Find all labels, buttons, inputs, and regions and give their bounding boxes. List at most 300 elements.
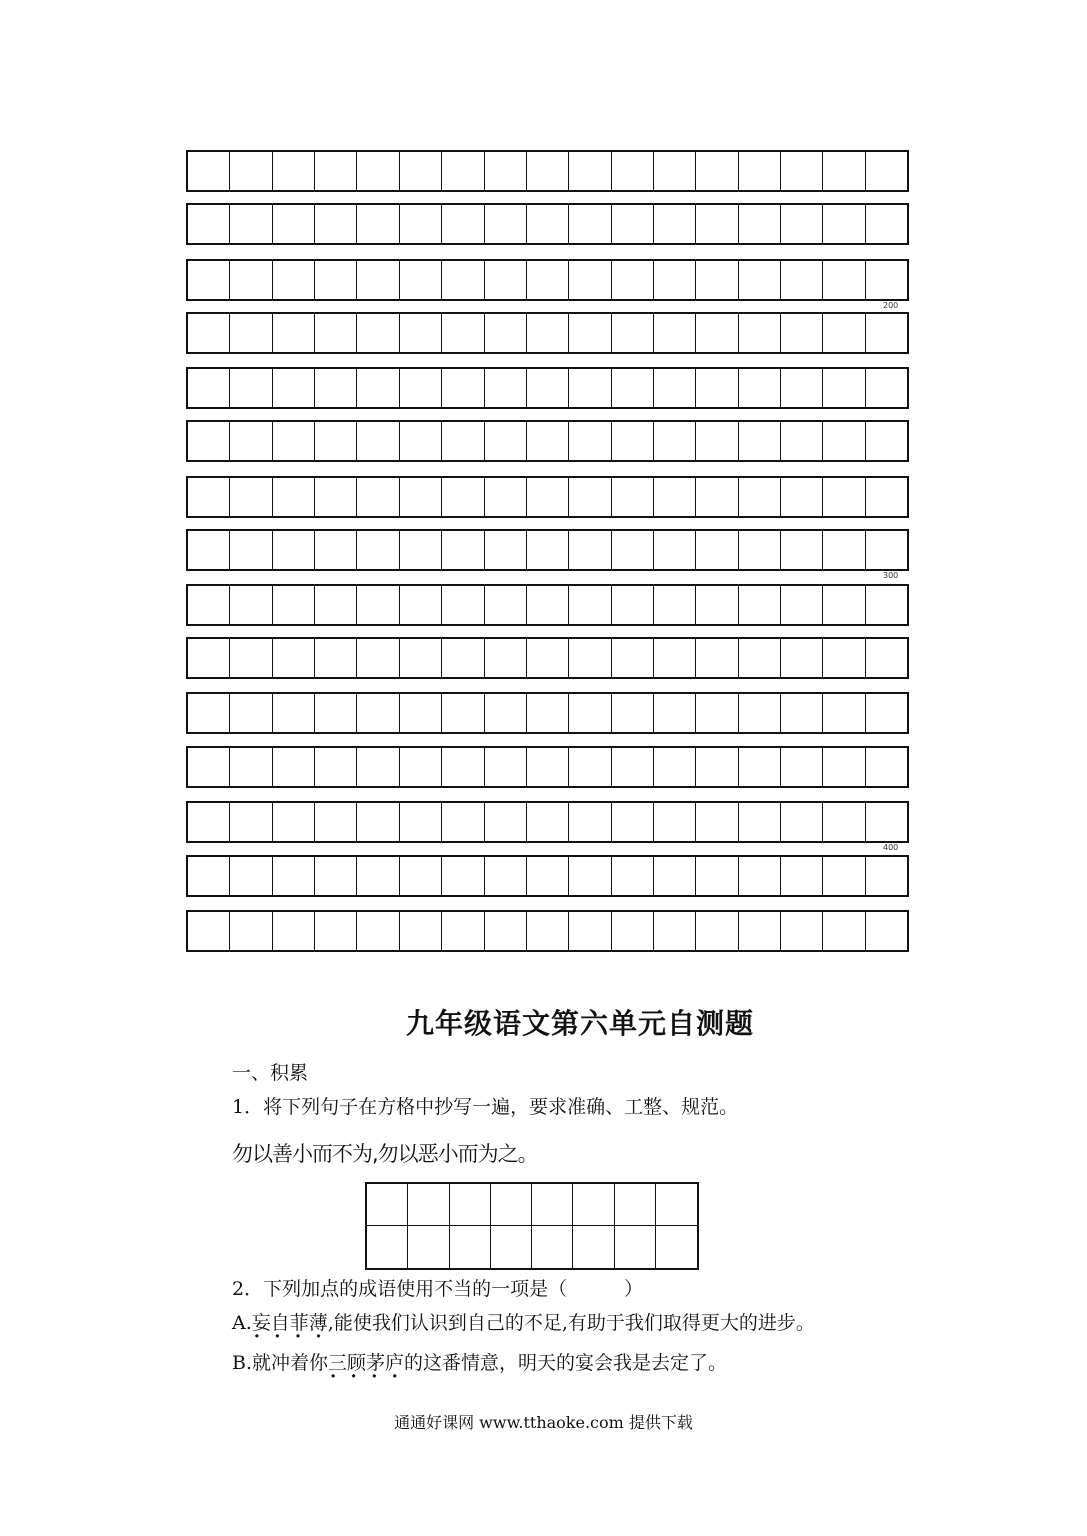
grid-cell[interactable] xyxy=(823,694,865,732)
option-b-text: 的这番情意，明天的宴会我是去定了。 xyxy=(404,1352,728,1374)
grid-cell[interactable] xyxy=(188,912,230,950)
grid-cell[interactable] xyxy=(315,639,357,677)
grid-cell[interactable] xyxy=(612,261,654,299)
grid-cell[interactable] xyxy=(696,314,738,352)
grid-cell[interactable] xyxy=(654,748,696,786)
grid-cell[interactable] xyxy=(273,694,315,732)
grid-cell[interactable] xyxy=(527,531,569,569)
grid-cell[interactable] xyxy=(357,748,399,786)
grid-cell[interactable] xyxy=(781,531,823,569)
grid-cell[interactable] xyxy=(696,261,738,299)
grid-cell[interactable] xyxy=(739,422,781,460)
grid-cell[interactable] xyxy=(400,912,442,950)
grid-cell[interactable] xyxy=(230,422,272,460)
grid-cell[interactable] xyxy=(696,748,738,786)
grid-cell[interactable] xyxy=(527,314,569,352)
grid-cell[interactable] xyxy=(866,478,907,516)
grid-cell[interactable] xyxy=(485,912,527,950)
grid-cell[interactable] xyxy=(739,694,781,732)
grid-cell[interactable] xyxy=(823,261,865,299)
copy-grid-cell[interactable] xyxy=(450,1226,491,1268)
grid-cell[interactable] xyxy=(654,531,696,569)
option-a-prefix: A. xyxy=(232,1312,252,1334)
grid-cell[interactable] xyxy=(823,803,865,841)
grid-cell[interactable] xyxy=(569,152,611,190)
grid-cell[interactable] xyxy=(357,694,399,732)
option-b xyxy=(232,1348,727,1375)
grid-cell[interactable] xyxy=(400,261,442,299)
grid-cell[interactable] xyxy=(569,531,611,569)
grid-cell[interactable] xyxy=(823,369,865,407)
grid-cell[interactable] xyxy=(823,205,865,243)
grid-cell[interactable] xyxy=(315,803,357,841)
grid-cell[interactable] xyxy=(696,857,738,895)
grid-cell[interactable] xyxy=(654,152,696,190)
grid-cell[interactable] xyxy=(442,314,484,352)
grid-cell[interactable] xyxy=(612,422,654,460)
grid-cell[interactable] xyxy=(739,531,781,569)
grid-cell[interactable] xyxy=(739,261,781,299)
grid-cell[interactable] xyxy=(400,205,442,243)
grid-cell[interactable] xyxy=(442,694,484,732)
grid-cell[interactable] xyxy=(654,205,696,243)
grid-cell[interactable] xyxy=(781,857,823,895)
grid-cell[interactable] xyxy=(654,586,696,624)
grid-cell[interactable] xyxy=(527,639,569,677)
grid-cell[interactable] xyxy=(357,314,399,352)
grid-cell[interactable] xyxy=(230,261,272,299)
grid-cell[interactable] xyxy=(569,803,611,841)
grid-cell[interactable] xyxy=(273,422,315,460)
grid-row xyxy=(186,259,909,301)
grid-cell[interactable] xyxy=(696,912,738,950)
grid-cell[interactable] xyxy=(569,748,611,786)
grid-cell[interactable] xyxy=(696,369,738,407)
grid-cell[interactable] xyxy=(188,261,230,299)
grid-cell[interactable] xyxy=(866,857,907,895)
grid-cell[interactable] xyxy=(781,586,823,624)
section-heading: 一、积累 xyxy=(232,1062,309,1084)
question-1: 1．将下列句子在方格中抄写一遍，要求准确、工整、规范。 xyxy=(232,1096,739,1118)
grid-cell[interactable] xyxy=(442,857,484,895)
grid-cell[interactable] xyxy=(357,205,399,243)
grid-cell[interactable] xyxy=(654,694,696,732)
grid-cell[interactable] xyxy=(485,261,527,299)
grid-cell[interactable] xyxy=(400,314,442,352)
grid-cell[interactable] xyxy=(230,152,272,190)
grid-cell[interactable] xyxy=(230,803,272,841)
grid-cell[interactable] xyxy=(273,261,315,299)
grid-cell[interactable] xyxy=(654,261,696,299)
grid-cell[interactable] xyxy=(357,912,399,950)
grid-cell[interactable] xyxy=(823,639,865,677)
grid-cell[interactable] xyxy=(781,205,823,243)
copy-grid-cell[interactable] xyxy=(367,1184,408,1226)
grid-cell[interactable] xyxy=(527,912,569,950)
grid-cell[interactable] xyxy=(442,478,484,516)
grid-cell[interactable] xyxy=(781,912,823,950)
grid-cell[interactable] xyxy=(569,857,611,895)
grid-cell[interactable] xyxy=(654,369,696,407)
copy-grid-cell[interactable] xyxy=(573,1226,614,1268)
grid-cell[interactable] xyxy=(739,748,781,786)
grid-cell[interactable] xyxy=(485,694,527,732)
grid-cell[interactable] xyxy=(612,748,654,786)
grid-cell[interactable] xyxy=(781,748,823,786)
grid-cell[interactable] xyxy=(442,369,484,407)
grid-cell[interactable] xyxy=(485,586,527,624)
grid-cell[interactable] xyxy=(188,803,230,841)
grid-cell[interactable] xyxy=(400,531,442,569)
grid-cell[interactable] xyxy=(739,912,781,950)
grid-cell[interactable] xyxy=(442,205,484,243)
grid-cell[interactable] xyxy=(273,803,315,841)
grid-cell[interactable] xyxy=(866,314,907,352)
grid-row xyxy=(186,529,909,571)
grid-cell[interactable] xyxy=(696,422,738,460)
copy-grid-cell[interactable] xyxy=(615,1184,656,1226)
grid-cell[interactable] xyxy=(866,531,907,569)
grid-cell[interactable] xyxy=(569,478,611,516)
grid-cell[interactable] xyxy=(442,586,484,624)
grid-cell[interactable] xyxy=(315,369,357,407)
grid-row xyxy=(186,801,909,843)
grid-cell[interactable] xyxy=(612,478,654,516)
grid-cell[interactable] xyxy=(315,422,357,460)
copy-grid-cell[interactable] xyxy=(408,1226,449,1268)
grid-cell[interactable] xyxy=(781,314,823,352)
grid-cell[interactable] xyxy=(230,912,272,950)
grid-cell[interactable] xyxy=(866,152,907,190)
grid-cell[interactable] xyxy=(823,531,865,569)
grid-cell[interactable] xyxy=(442,152,484,190)
grid-cell[interactable] xyxy=(357,261,399,299)
grid-cell[interactable] xyxy=(654,803,696,841)
grid-cell[interactable] xyxy=(400,639,442,677)
grid-cell[interactable] xyxy=(527,694,569,732)
grid-cell[interactable] xyxy=(527,422,569,460)
grid-cell[interactable] xyxy=(273,857,315,895)
grid-row xyxy=(186,203,909,245)
grid-cell[interactable] xyxy=(654,639,696,677)
grid-cell[interactable] xyxy=(315,857,357,895)
grid-cell[interactable] xyxy=(357,478,399,516)
grid-cell[interactable] xyxy=(188,205,230,243)
grid-cell[interactable] xyxy=(485,803,527,841)
grid-cell[interactable] xyxy=(696,694,738,732)
grid-cell[interactable] xyxy=(654,478,696,516)
grid-cell[interactable] xyxy=(230,478,272,516)
grid-cell[interactable] xyxy=(739,369,781,407)
grid-cell[interactable] xyxy=(823,422,865,460)
copy-grid-cell[interactable] xyxy=(532,1226,573,1268)
grid-cell[interactable] xyxy=(612,857,654,895)
grid-cell[interactable] xyxy=(527,478,569,516)
grid-cell[interactable] xyxy=(188,639,230,677)
grid-cell[interactable] xyxy=(188,478,230,516)
grid-cell[interactable] xyxy=(400,694,442,732)
grid-cell[interactable] xyxy=(230,694,272,732)
grid-cell[interactable] xyxy=(400,152,442,190)
grid-cell[interactable] xyxy=(696,639,738,677)
grid-cell[interactable] xyxy=(485,422,527,460)
grid-row xyxy=(186,476,909,518)
grid-cell[interactable] xyxy=(696,531,738,569)
grid-cell[interactable] xyxy=(527,803,569,841)
grid-cell[interactable] xyxy=(654,422,696,460)
grid-cell[interactable] xyxy=(823,586,865,624)
grid-cell[interactable] xyxy=(188,748,230,786)
grid-cell[interactable] xyxy=(696,478,738,516)
grid-cell[interactable] xyxy=(485,748,527,786)
grid-cell[interactable] xyxy=(569,912,611,950)
grid-cell[interactable] xyxy=(866,261,907,299)
grid-cell[interactable] xyxy=(273,152,315,190)
grid-cell[interactable] xyxy=(527,205,569,243)
grid-cell[interactable] xyxy=(357,586,399,624)
grid-cell[interactable] xyxy=(654,314,696,352)
copy-grid-cell[interactable] xyxy=(656,1226,697,1268)
grid-cell[interactable] xyxy=(612,369,654,407)
grid-cell[interactable] xyxy=(569,205,611,243)
grid-cell[interactable] xyxy=(230,531,272,569)
copy-grid-cell[interactable] xyxy=(450,1184,491,1226)
copy-grid-cell[interactable] xyxy=(367,1226,408,1268)
grid-cell[interactable] xyxy=(781,422,823,460)
grid-cell[interactable] xyxy=(230,748,272,786)
grid-cell[interactable] xyxy=(696,586,738,624)
grid-cell[interactable] xyxy=(400,857,442,895)
grid-cell[interactable] xyxy=(823,314,865,352)
grid-cell[interactable] xyxy=(739,857,781,895)
copy-grid-cell[interactable] xyxy=(408,1184,449,1226)
grid-cell[interactable] xyxy=(612,912,654,950)
grid-cell[interactable] xyxy=(230,639,272,677)
grid-cell[interactable] xyxy=(739,205,781,243)
copy-grid-cell[interactable] xyxy=(491,1226,532,1268)
grid-cell[interactable] xyxy=(273,586,315,624)
option-b-prefix: B.就冲着你 xyxy=(232,1352,329,1374)
grid-cell[interactable] xyxy=(315,314,357,352)
grid-cell[interactable] xyxy=(781,369,823,407)
grid-cell[interactable] xyxy=(569,261,611,299)
grid-cell[interactable] xyxy=(739,478,781,516)
grid-cell[interactable] xyxy=(781,478,823,516)
grid-cell[interactable] xyxy=(527,152,569,190)
grid-cell[interactable] xyxy=(866,694,907,732)
grid-cell[interactable] xyxy=(188,369,230,407)
option-a-text: ,能使我们认识到自己的不足,有助于我们取得更大的进步。 xyxy=(327,1312,815,1334)
word-count-marker: 400 xyxy=(883,843,899,852)
grid-cell[interactable] xyxy=(357,369,399,407)
grid-cell[interactable] xyxy=(442,639,484,677)
grid-cell[interactable] xyxy=(442,261,484,299)
grid-cell[interactable] xyxy=(866,422,907,460)
copy-sentence: 勿以善小而不为,勿以恶小而为之。 xyxy=(232,1142,538,1166)
grid-cell[interactable] xyxy=(612,694,654,732)
grid-cell[interactable] xyxy=(315,912,357,950)
copy-grid-cell[interactable] xyxy=(532,1184,573,1226)
grid-cell[interactable] xyxy=(315,261,357,299)
grid-cell[interactable] xyxy=(569,422,611,460)
grid-cell[interactable] xyxy=(357,803,399,841)
grid-cell[interactable] xyxy=(315,478,357,516)
grid-cell[interactable] xyxy=(485,478,527,516)
grid-cell[interactable] xyxy=(866,803,907,841)
grid-cell[interactable] xyxy=(357,857,399,895)
grid-cell[interactable] xyxy=(188,422,230,460)
grid-cell[interactable] xyxy=(357,152,399,190)
grid-cell[interactable] xyxy=(188,314,230,352)
grid-cell[interactable] xyxy=(612,531,654,569)
grid-cell[interactable] xyxy=(188,857,230,895)
grid-cell[interactable] xyxy=(739,803,781,841)
grid-cell[interactable] xyxy=(569,586,611,624)
page-footer: 通通好课网 www.tthaoke.com 提供下载 xyxy=(394,1413,693,1432)
grid-cell[interactable] xyxy=(654,857,696,895)
grid-cell[interactable] xyxy=(230,586,272,624)
grid-cell[interactable] xyxy=(781,152,823,190)
grid-row xyxy=(186,746,909,788)
option-b-idiom: 三顾茅庐 · · · · xyxy=(328,1348,404,1375)
grid-cell[interactable] xyxy=(527,748,569,786)
grid-cell[interactable] xyxy=(527,261,569,299)
grid-cell[interactable] xyxy=(485,369,527,407)
copy-grid-cell[interactable] xyxy=(615,1226,656,1268)
grid-cell[interactable] xyxy=(866,369,907,407)
grid-cell[interactable] xyxy=(612,586,654,624)
grid-cell[interactable] xyxy=(188,531,230,569)
grid-cell[interactable] xyxy=(696,205,738,243)
grid-cell[interactable] xyxy=(315,205,357,243)
page-title: 九年级语文第六单元自测题 xyxy=(405,1007,754,1040)
grid-cell[interactable] xyxy=(866,639,907,677)
grid-cell[interactable] xyxy=(273,531,315,569)
grid-cell[interactable] xyxy=(823,857,865,895)
copy-grid xyxy=(365,1182,699,1270)
grid-cell[interactable] xyxy=(357,531,399,569)
grid-cell[interactable] xyxy=(273,314,315,352)
grid-cell[interactable] xyxy=(485,152,527,190)
grid-cell[interactable] xyxy=(781,261,823,299)
grid-cell[interactable] xyxy=(739,152,781,190)
grid-cell[interactable] xyxy=(315,152,357,190)
grid-row xyxy=(186,692,909,734)
grid-cell[interactable] xyxy=(400,586,442,624)
grid-cell[interactable] xyxy=(612,803,654,841)
grid-row xyxy=(186,420,909,462)
grid-cell[interactable] xyxy=(442,748,484,786)
grid-cell[interactable] xyxy=(315,694,357,732)
grid-cell[interactable] xyxy=(823,912,865,950)
grid-cell[interactable] xyxy=(696,803,738,841)
grid-cell[interactable] xyxy=(400,748,442,786)
grid-cell[interactable] xyxy=(612,152,654,190)
grid-row xyxy=(186,584,909,626)
grid-cell[interactable] xyxy=(400,478,442,516)
grid-cell[interactable] xyxy=(230,857,272,895)
grid-cell[interactable] xyxy=(739,639,781,677)
grid-cell[interactable] xyxy=(485,314,527,352)
grid-cell[interactable] xyxy=(569,694,611,732)
grid-row xyxy=(186,855,909,897)
grid-cell[interactable] xyxy=(315,531,357,569)
word-count-marker: 300 xyxy=(883,571,899,580)
copy-grid-cell[interactable] xyxy=(656,1184,697,1226)
grid-cell[interactable] xyxy=(739,586,781,624)
grid-row xyxy=(186,312,909,354)
grid-cell[interactable] xyxy=(485,205,527,243)
grid-cell[interactable] xyxy=(273,369,315,407)
grid-cell[interactable] xyxy=(315,586,357,624)
copy-grid-cell[interactable] xyxy=(491,1184,532,1226)
grid-cell[interactable] xyxy=(527,586,569,624)
grid-cell[interactable] xyxy=(400,422,442,460)
grid-cell[interactable] xyxy=(230,205,272,243)
grid-cell[interactable] xyxy=(823,748,865,786)
grid-cell[interactable] xyxy=(781,639,823,677)
grid-cell[interactable] xyxy=(273,639,315,677)
grid-cell[interactable] xyxy=(400,803,442,841)
grid-cell[interactable] xyxy=(357,639,399,677)
grid-cell[interactable] xyxy=(781,803,823,841)
grid-cell[interactable] xyxy=(273,478,315,516)
option-a-idiom: 妄自菲薄 · · · · xyxy=(252,1308,328,1335)
composition-grid xyxy=(186,150,911,956)
grid-cell[interactable] xyxy=(442,422,484,460)
grid-cell[interactable] xyxy=(230,369,272,407)
grid-cell[interactable] xyxy=(315,748,357,786)
grid-cell[interactable] xyxy=(654,912,696,950)
grid-cell[interactable] xyxy=(273,205,315,243)
grid-cell[interactable] xyxy=(400,369,442,407)
grid-row xyxy=(186,637,909,679)
grid-cell[interactable] xyxy=(866,205,907,243)
grid-cell[interactable] xyxy=(230,314,272,352)
grid-cell[interactable] xyxy=(485,857,527,895)
grid-cell[interactable] xyxy=(781,694,823,732)
grid-cell[interactable] xyxy=(188,152,230,190)
word-count-marker: 200 xyxy=(883,301,899,310)
grid-cell[interactable] xyxy=(485,531,527,569)
grid-cell[interactable] xyxy=(823,478,865,516)
grid-cell[interactable] xyxy=(569,639,611,677)
grid-cell[interactable] xyxy=(739,314,781,352)
grid-cell[interactable] xyxy=(866,912,907,950)
grid-cell[interactable] xyxy=(612,314,654,352)
grid-cell[interactable] xyxy=(612,205,654,243)
grid-cell[interactable] xyxy=(188,586,230,624)
grid-cell[interactable] xyxy=(823,152,865,190)
grid-cell[interactable] xyxy=(612,639,654,677)
grid-cell[interactable] xyxy=(485,639,527,677)
grid-cell[interactable] xyxy=(527,857,569,895)
grid-cell[interactable] xyxy=(696,152,738,190)
grid-cell[interactable] xyxy=(442,531,484,569)
grid-cell[interactable] xyxy=(442,803,484,841)
grid-cell[interactable] xyxy=(569,369,611,407)
grid-cell[interactable] xyxy=(569,314,611,352)
grid-cell[interactable] xyxy=(442,912,484,950)
copy-grid-cell[interactable] xyxy=(573,1184,614,1226)
grid-cell[interactable] xyxy=(866,748,907,786)
grid-cell[interactable] xyxy=(527,369,569,407)
grid-cell[interactable] xyxy=(188,694,230,732)
grid-cell[interactable] xyxy=(273,748,315,786)
grid-cell[interactable] xyxy=(357,422,399,460)
grid-cell[interactable] xyxy=(866,586,907,624)
grid-cell[interactable] xyxy=(273,912,315,950)
